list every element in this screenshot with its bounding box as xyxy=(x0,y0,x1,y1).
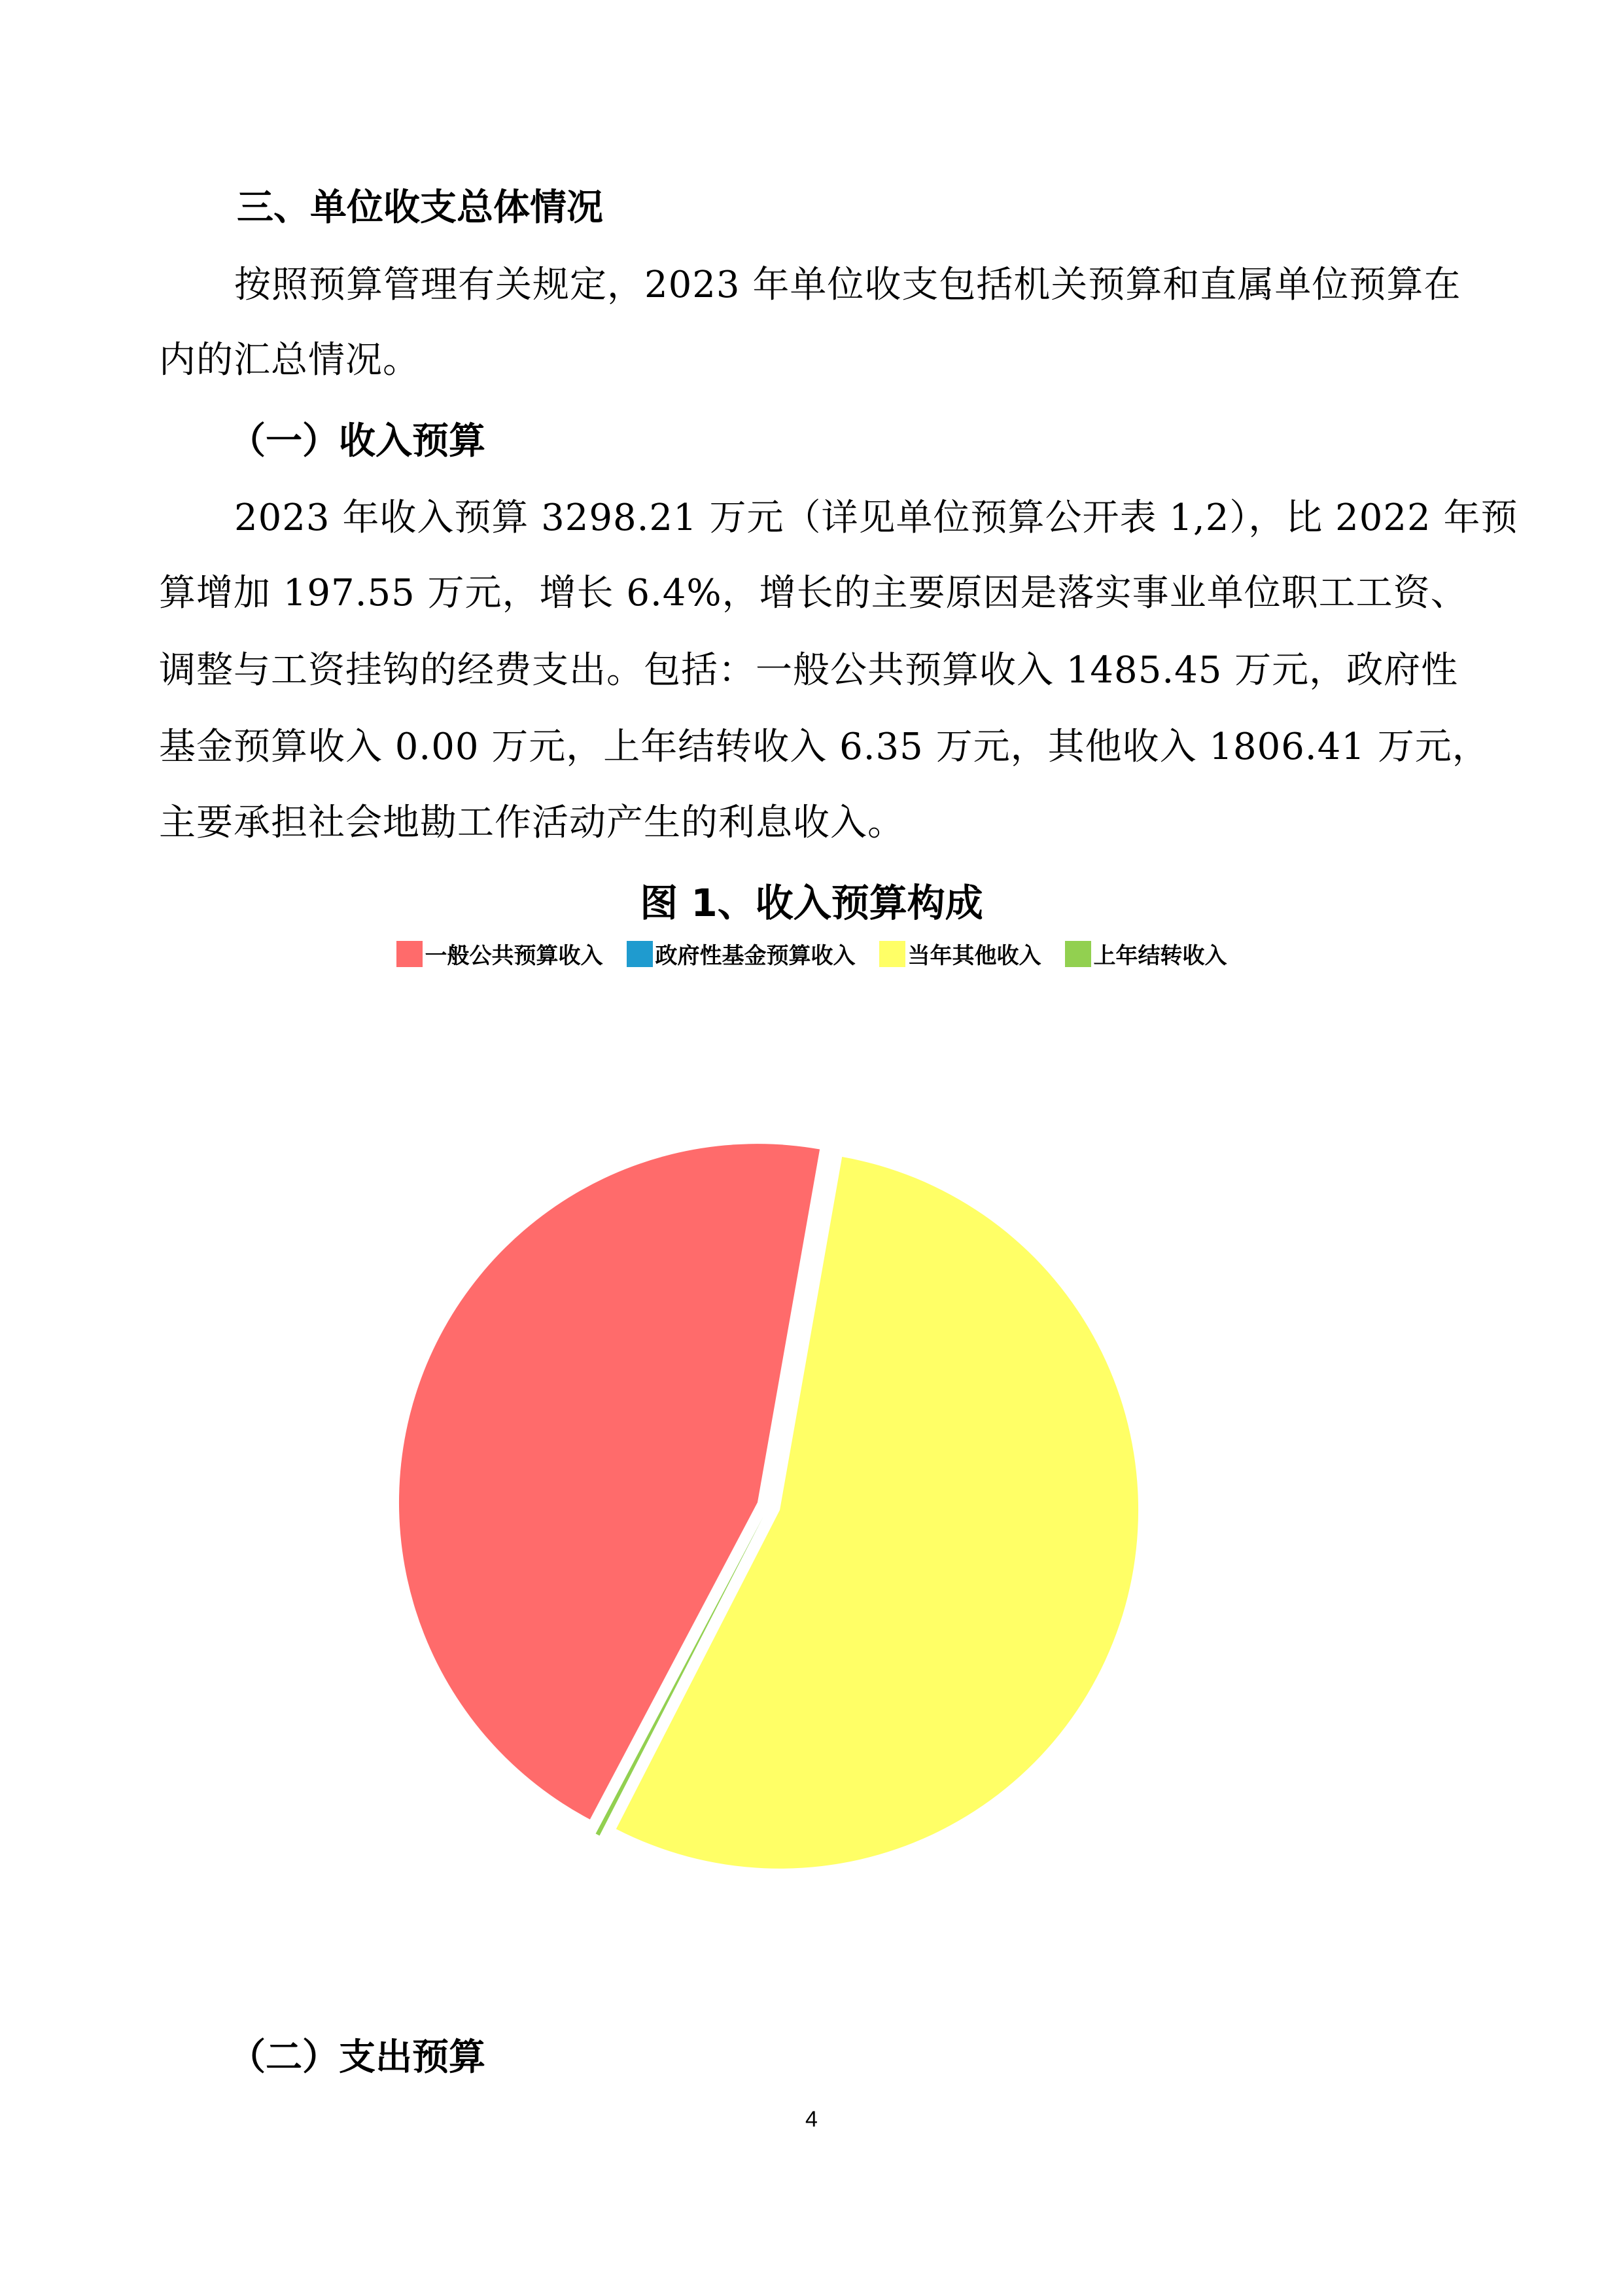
intro-line-2: 内的汇总情况。 xyxy=(159,339,420,381)
legend-label: 一般公共预算收入 xyxy=(425,943,603,969)
legend-label: 上年结转收入 xyxy=(1093,943,1227,969)
income-line-4: 基金预算收入 0.00 万元，上年结转收入 6.35 万元，其他收入 1806.41 万元， xyxy=(159,726,1490,768)
legend-label: 政府性基金预算收入 xyxy=(655,943,856,969)
income-line-2: 算增加 197.55 万元，增长 6.4%，增长的主要原因是落实事业单位职工工资、 xyxy=(159,572,1468,614)
income-line-1: 2023 年收入预算 3298.21 万元（详见单位预算公开表 1,2），比 2022 年预 xyxy=(234,497,1518,539)
page-number: 4 xyxy=(805,2107,818,2132)
income-line-3: 调整与工资挂钩的经费支出。包括：一般公共预算收入 1485.45 万元，政府性 xyxy=(159,649,1459,692)
income-line-5: 主要承担社会地勘工作活动产生的利息收入。 xyxy=(159,802,905,844)
section-heading: 三、单位收支总体情况 xyxy=(237,186,603,229)
intro-line-1: 按照预算管理有关规定，2023 年单位收支包括机关预算和直属单位预算在 xyxy=(234,264,1461,306)
subheading-expense: （二）支出预算 xyxy=(229,2036,485,2079)
subheading-income: （一）收入预算 xyxy=(229,420,485,463)
chart-title: 图 1、收入预算构成 xyxy=(640,881,983,925)
legend-label: 当年其他收入 xyxy=(907,943,1041,969)
